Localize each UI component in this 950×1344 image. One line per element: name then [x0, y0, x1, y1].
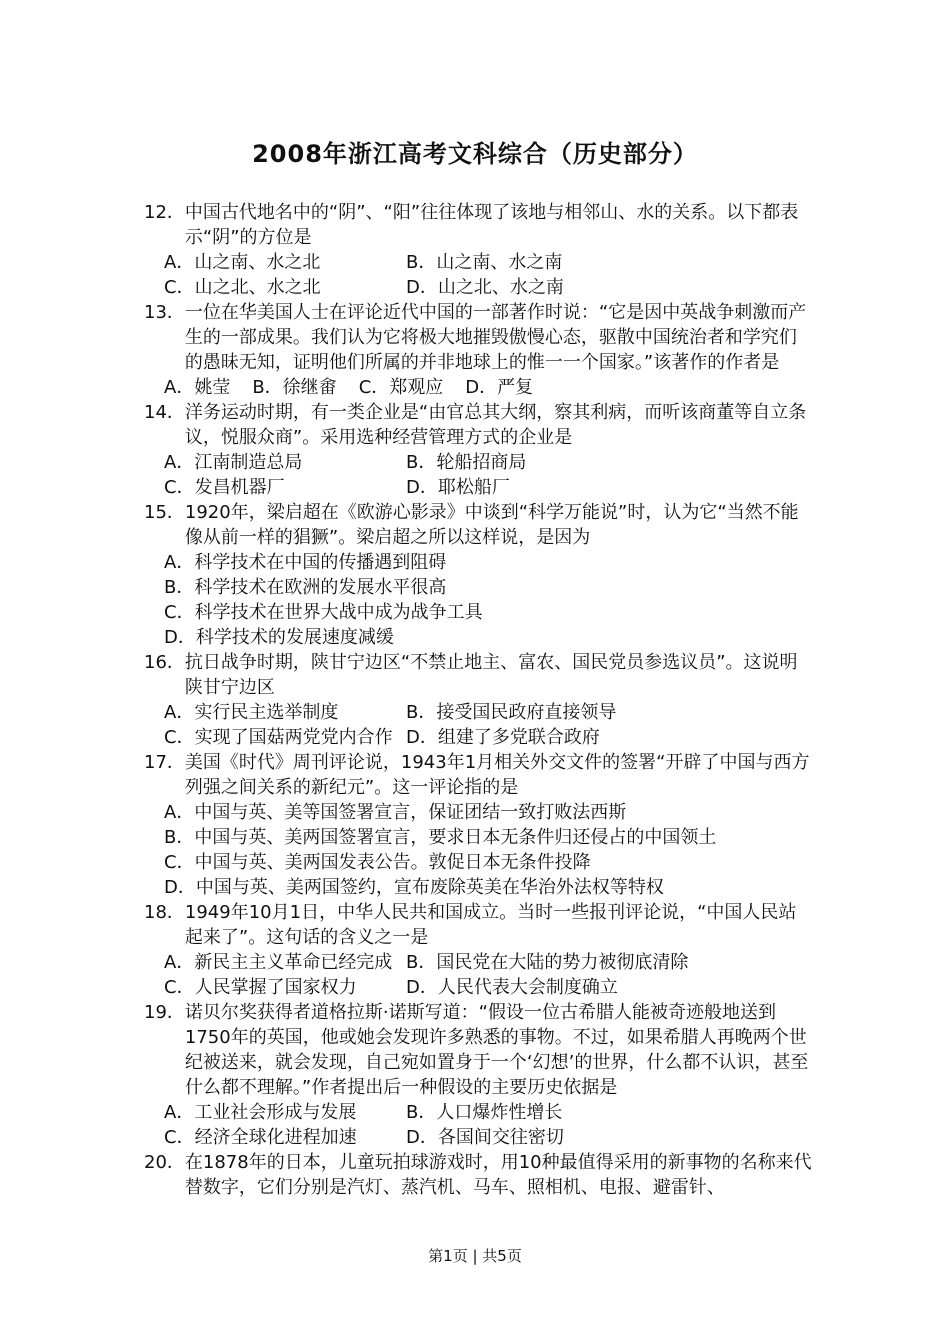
question-19	[144, 1000, 814, 1150]
option-row	[144, 375, 814, 400]
option-row	[144, 475, 814, 500]
question-number: 18．	[144, 902, 185, 923]
answer-option[interactable]: B．山之南、水之南	[406, 252, 563, 273]
question-16	[144, 650, 814, 750]
option-row	[144, 825, 814, 850]
option-row	[144, 1125, 814, 1150]
question-number: 15．	[144, 502, 185, 523]
question-number: 19．	[144, 1002, 185, 1023]
answer-option[interactable]: D．科学技术的发展速度减缓	[164, 627, 394, 648]
answer-option[interactable]: D．人民代表大会制度确立	[406, 977, 618, 998]
question-stem: 抗日战争时期，陕甘宁边区“不禁止地主、富农、国民党员参选议员”。这说明陕甘宁边区	[184, 652, 798, 698]
option-row	[144, 450, 814, 475]
option-row	[144, 850, 814, 875]
answer-option[interactable]: B．接受国民政府直接领导	[406, 702, 617, 723]
question-stem: 在1878年的日本，儿童玩拍球游戏时，用10种最值得采用的新事物的名称来代替数字，它们分别是汽灯、蒸汽机、马车、照相机、电报、避雷针、	[184, 1152, 812, 1198]
question-number: 17．	[144, 752, 185, 773]
answer-option[interactable]: D．各国间交往密切	[406, 1127, 564, 1148]
question-stem: 诺贝尔奖获得者道格拉斯·诺斯写道：“假设一位古希腊人能被奇迹般地送到1750年的英国，他或她会发现许多熟悉的事物。不过，如果希腊人再晚两个世纪被送来，就会发现，自己宛如置身于一个‘幻想’的世界，什么都不认识，甚至什么都不理解。”作者提出后一种假设的主要历史依据是	[184, 1002, 809, 1098]
answer-option[interactable]: D．严复	[465, 377, 534, 398]
question-15	[144, 500, 814, 650]
question-12	[144, 200, 814, 300]
answer-option[interactable]: A．科学技术在中国的传播遇到阻碍	[164, 552, 447, 573]
answer-option[interactable]: B．中国与英、美两国签署宣言，要求日本无条件归还侵占的中国领土	[164, 827, 717, 848]
question-17	[144, 750, 814, 900]
question-stem: 洋务运动时期，有一类企业是“由官总其大纲，察其利病，而听该商董等自立条议，悦服众商”。采用选种经营管理方式的企业是	[184, 402, 807, 448]
answer-option[interactable]: B．徐继畬	[252, 377, 337, 398]
answer-option[interactable]: A．江南制造总局	[164, 452, 303, 473]
option-row	[144, 575, 814, 600]
answer-option[interactable]: C．人民掌握了国家权力	[164, 977, 357, 998]
answer-option[interactable]: D．耶松船厂	[406, 477, 510, 498]
answer-option[interactable]: A．工业社会形成与发展	[164, 1102, 357, 1123]
question-stem: 1920年，梁启超在《欧游心影录》中谈到“科学万能说”时，认为它“当然不能像从前一样的猖獗”。梁启超之所以这样说，是因为	[184, 502, 799, 548]
answer-option[interactable]: A．新民主主义革命已经完成	[164, 952, 393, 973]
question-13	[144, 300, 814, 400]
page-title: 2008年浙江高考文科综合（历史部分）	[252, 140, 698, 168]
answer-option[interactable]: C．郑观应	[358, 377, 444, 398]
question-number: 16．	[144, 652, 185, 673]
page-footer: 第1页 | 共5页	[428, 1247, 522, 1265]
answer-option[interactable]: A．实行民主选举制度	[164, 702, 339, 723]
answer-option[interactable]: B．人口爆炸性增长	[406, 1102, 563, 1123]
answer-option[interactable]: D．组建了多党联合政府	[406, 727, 600, 748]
question-stem: 美国《时代》周刊评论说，1943年1月相关外交文件的签署“开辟了中国与西方列强之间关系的新纪元”。这一评论指的是	[184, 752, 810, 798]
option-row	[144, 250, 814, 275]
question-stem: 中国古代地名中的“阴”、“阳”往往体现了该地与相邻山、水的关系。以下都表示“阴”的方位是	[184, 202, 799, 248]
answer-option[interactable]: D．中国与英、美两国签约，宣布废除英美在华治外法权等特权	[164, 877, 664, 898]
answer-option[interactable]: C．中国与英、美两国发表公告。敦促日本无条件投降	[164, 852, 591, 873]
option-row	[144, 800, 814, 825]
option-row	[144, 875, 814, 900]
question-number: 20．	[144, 1152, 185, 1173]
answer-option[interactable]: A．山之南、水之北	[164, 252, 321, 273]
answer-option[interactable]: C．实现了国菇两党党内合作	[164, 727, 393, 748]
question-18	[144, 900, 814, 1000]
answer-option[interactable]: C．山之北、水之北	[164, 277, 321, 298]
option-row	[144, 975, 814, 1000]
answer-option[interactable]: D．山之北、水之南	[406, 277, 564, 298]
option-row	[144, 1100, 814, 1125]
option-row	[144, 275, 814, 300]
question-list	[144, 200, 814, 1200]
question-20	[144, 1150, 814, 1200]
answer-option[interactable]: A．中国与英、美等国签署宣言，保证团结一致打败法西斯	[164, 802, 627, 823]
question-stem: 1949年10月1日，中华人民共和国成立。当时一些报刊评论说，“中国人民站起来了”。这句话的含义之一是	[184, 902, 797, 948]
answer-option[interactable]: B．国民党在大陆的势力被彻底清除	[406, 952, 689, 973]
answer-option[interactable]: C．经济全球化进程加速	[164, 1127, 357, 1148]
option-row	[144, 700, 814, 725]
option-row	[144, 600, 814, 625]
option-row	[144, 625, 814, 650]
question-number: 12．	[144, 202, 185, 223]
answer-option[interactable]: B．轮船招商局	[406, 452, 527, 473]
question-number: 13．	[144, 302, 185, 323]
question-number: 14．	[144, 402, 185, 423]
answer-option[interactable]: C．科学技术在世界大战中成为战争工具	[164, 602, 483, 623]
answer-option[interactable]: A．姚莹	[164, 377, 231, 398]
answer-option[interactable]: C．发昌机器厂	[164, 477, 285, 498]
option-row	[144, 725, 814, 750]
question-stem: 一位在华美国人士在评论近代中国的一部著作时说：“它是因中英战争刺激而产生的一部成果。我们认为它将极大地摧毁傲慢心态，驱散中国统治者和学究们的愚昧无知，证明他们所属的并非地球上的惟一一个国家。”该著作的作者是	[184, 302, 807, 373]
option-row	[144, 550, 814, 575]
answer-option[interactable]: B．科学技术在欧洲的发展水平很高	[164, 577, 447, 598]
option-row	[144, 950, 814, 975]
question-14	[144, 400, 814, 500]
